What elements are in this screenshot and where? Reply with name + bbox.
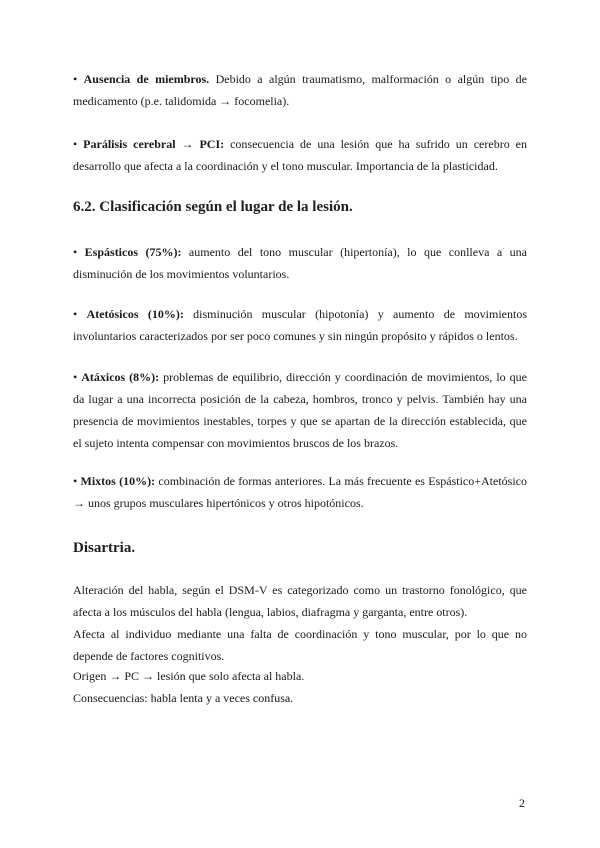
bullet-ausencia-de-miembros	[73, 68, 527, 112]
disartria-origin: Origen → PC → lesión que solo afecta al habla.	[73, 669, 305, 683]
bullet-espasticos	[73, 241, 527, 285]
bullet-title: Espásticos (75%):	[84, 245, 182, 259]
disartria-definition: Alteración del habla, según el DSM-V es categorizado como un trastorno fonológico, que afecta a los músculos del habla (lengua, labios, diafragma y garganta, entre otros).	[73, 583, 527, 619]
bullet-title: Atetósicos (10%):	[86, 307, 184, 321]
disartria-effect: Afecta al individuo mediante una falta de coordinación y tono muscular, por lo que no depende de factores cognitivos.	[73, 627, 527, 663]
bullet-title: Ausencia de miembros.	[83, 72, 210, 86]
disartria-heading: Disartria.	[73, 540, 136, 556]
bullet-symbol: •	[73, 370, 78, 384]
bullet-text: disminución muscular (hipotonía) y aumento de movimientos involuntarios caracterizados por ser poco comunes y sin ningún propósito y rápidos o lentos.	[73, 307, 528, 343]
bullet-text: Debido a algún traumatismo, malformación o algún tipo de medicamento (p.e. talidomida → focomelia).	[73, 72, 528, 108]
bullet-title: Mixtos (10%):	[80, 474, 156, 488]
bullet-paralisis-cerebral	[73, 133, 527, 177]
section-heading: 6.2. Clasificación según el lugar de la lesión.	[73, 199, 353, 215]
bullet-symbol: •	[73, 72, 78, 86]
bullet-symbol: •	[73, 137, 78, 151]
bullet-text: problemas de equilibrio, dirección y coordinación de movimientos, lo que da lugar a una incorrecta posición de la cabeza, hombros, tronco y pelvis. También hay una presencia de movimientos inestables, torpes y que se apartan de la dirección establecida, que el sujeto intenta compensar con movimientos bruscos de los brazos.	[73, 370, 528, 450]
bullet-symbol: •	[73, 307, 78, 321]
bullet-title: Parálisis cerebral → PCI:	[83, 137, 225, 151]
page-number: 2	[519, 796, 525, 810]
bullet-text: consecuencia de una lesión que ha sufrido un cerebro en desarrollo que afecta a la coordinación y el tono muscular. Importancia de la plasticidad.	[73, 137, 527, 173]
bullet-symbol: •	[73, 474, 78, 488]
bullet-symbol: •	[73, 245, 78, 259]
bullet-ataxicos	[73, 366, 527, 454]
bullet-text: aumento del tono muscular (hipertonía), lo que conlleva a una disminución de los movimientos voluntarios.	[73, 245, 527, 281]
disartria-consequences: Consecuencias: habla lenta y a veces confusa.	[73, 691, 294, 705]
bullet-text: combinación de formas anteriores. La más frecuente es Espástico+Atetósico → unos grupos musculares hipertónicos y otros hipotónicos.	[73, 474, 527, 510]
bullet-title: Atáxicos (8%):	[81, 370, 160, 384]
bullet-atetosicos	[73, 303, 527, 347]
bullet-mixtos	[73, 470, 527, 514]
